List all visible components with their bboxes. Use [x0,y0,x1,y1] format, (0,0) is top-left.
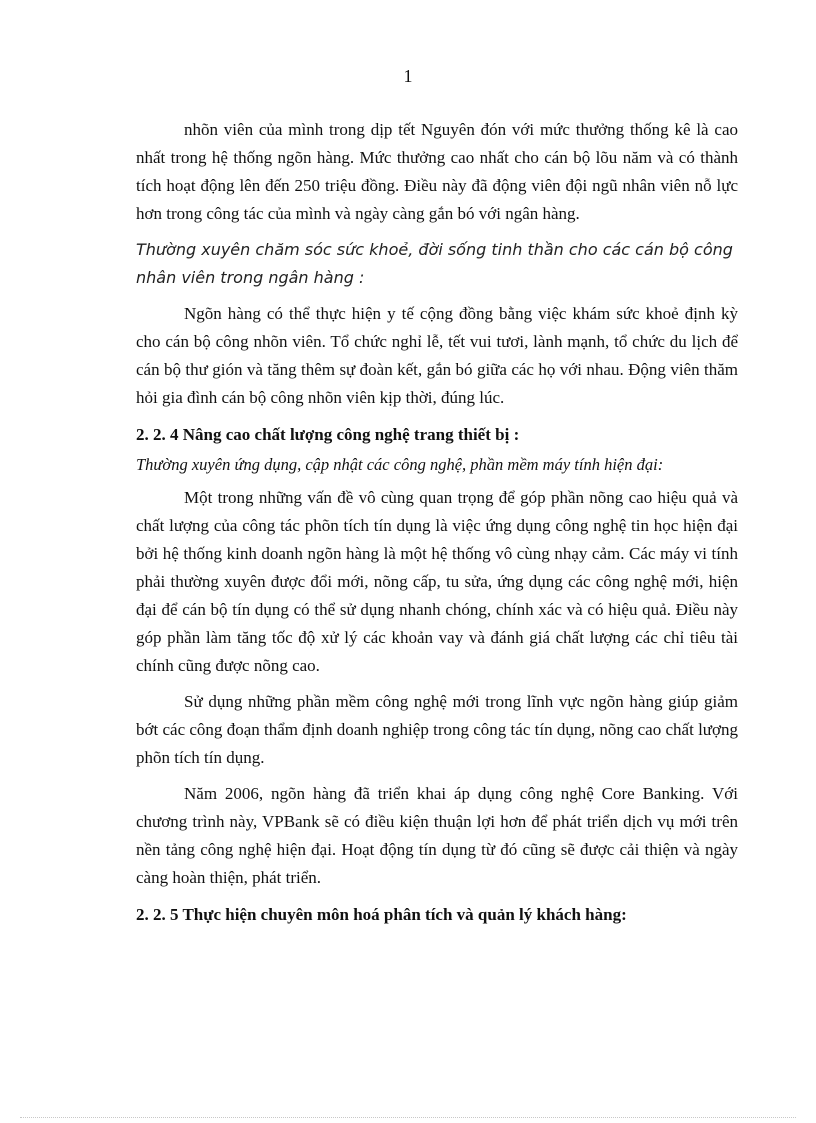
paragraph-core-banking: Năm 2006, ngõn hàng đã triển khai áp dụng công nghệ Core Banking. Với chương trình này, VPBank sẽ có điều kiện thuận lợi hơn để phát triển dịch vụ mới trên nền tảng công nghệ hiện đại. Hoạt động tín dụng từ đó cũng sẽ được cải thiện và ngày càng hoàn thiện, phát triển. [136,784,738,887]
document-body [136,116,738,932]
page-bottom-divider [20,1117,796,1118]
paragraph-software: Sử dụng những phần mềm công nghệ mới trong lĩnh vực ngõn hàng giúp giảm bớt các công đoạn thẩm định doanh nghiệp trong công tác tín dụng, nõng cao chất lượng phõn tích tín dụng. [136,692,738,767]
italic-subheading-software: Thường xuyên ứng dụng, cập nhật các công nghệ, phần mềm máy tính hiện đại: [136,455,664,474]
paragraph-staff-bonus: nhõn viên của mình trong dịp tết Nguyên đón với mức thưởng thống kê là cao nhất trong hệ thống ngõn hàng. Mức thưởng cao nhất cho cán bộ lõu năm và có thành tích hoạt động lên đến 250 triệu đồng. Điều này đã động viên đội ngũ nhân viên nỗ lực hơn trong công tác của mình và ngày càng gắn bó với ngân hàng. [136,120,738,223]
section-heading-2-2-5: 2. 2. 5 Thực hiện chuyên môn hoá phân tích và quản lý khách hàng: [136,905,627,924]
italic-subheading-health-care: Thường xuyên chăm sóc sức khoẻ, đời sống tinh thần cho các cán bộ công nhân viên trong ngân hàng : [136,240,733,287]
paragraph-health-care: Ngõn hàng có thể thực hiện y tế cộng đồng bằng việc khám sức khoẻ định kỳ cho cán bộ công nhõn viên. Tổ chức nghỉ lễ, tết vui tươi, lành mạnh, tổ chức du lịch để cán bộ thư gión và tăng thêm sự đoàn kết, gắn bó giữa các họ với nhau. Động viên thăm hỏi gia đình cán bộ công nhõn viên kịp thời, đúng lúc. [136,304,738,407]
page-number: 1 [403,66,413,86]
paragraph-technology: Một trong những vấn đề vô cùng quan trọng để góp phần nõng cao hiệu quả và chất lượng của công tác phõn tích tín dụng là việc ứng dụng công nghệ tin học hiện đại bởi hệ thống kinh doanh ngõn hàng là một hệ thống vô cùng nhạy cảm. Các máy vi tính phải thường xuyên được đổi mới, nõng cấp, tu sửa, ứng dụng các công nghệ mới, hiện đại để cán bộ tín dụng có thể sử dụng nhanh chóng, chính xác và có hiệu quả. Điều này góp phần làm tăng tốc độ xử lý các khoản vay và đánh giá chất lượng các chỉ tiêu tài chính cũng được nõng cao. [136,488,738,675]
section-heading-2-2-4: 2. 2. 4 Nâng cao chất lượng công nghệ trang thiết bị : [136,425,520,444]
